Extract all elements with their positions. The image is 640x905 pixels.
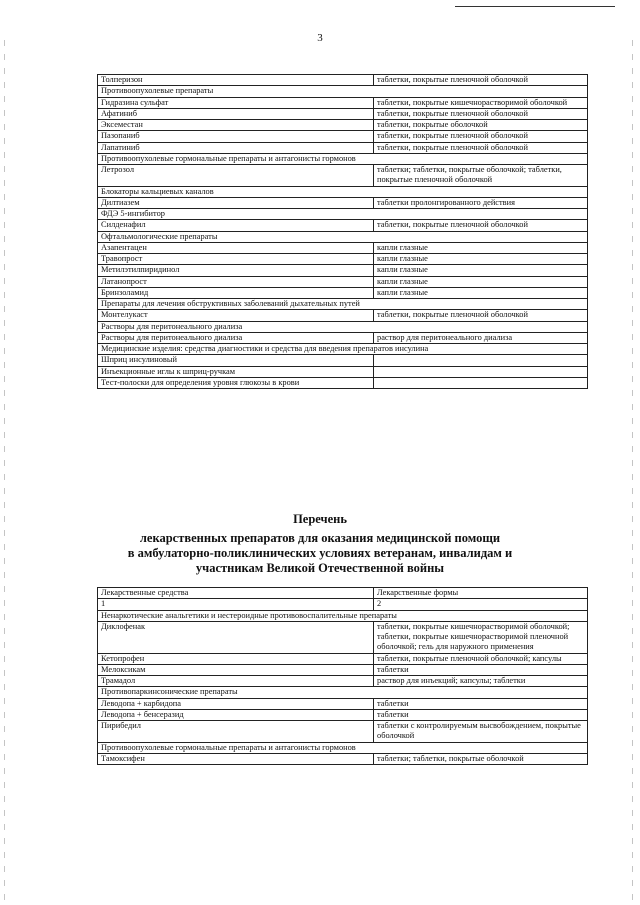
drug-name-cell: Эксеместан [98,120,374,131]
page-number: 3 [317,32,323,44]
table-row [98,588,588,599]
category-label: Медицинские изделия: средства диагностики и средства для введения препаратов инсулина [98,344,588,355]
table-row [98,721,588,743]
table-row [98,310,588,321]
scan-margin-right [632,40,633,900]
drug-name-cell: Бринзоламид [98,287,374,298]
dosage-form-cell: таблетки, покрытые пленочной оболочкой [374,75,588,86]
dosage-form-cell: таблетки; таблетки, покрытые оболочкой; таблетки, покрытые пленочной оболочкой [374,165,588,187]
table-row [98,265,588,276]
drug-name-cell: Монтелукаст [98,310,374,321]
table-row [98,698,588,709]
table-row [98,75,588,86]
table-row [98,97,588,108]
table-row [98,108,588,119]
list-subtitle-line3: участникам Великой Отечественной войны [195,560,445,575]
drug-name-cell: Инъекционные иглы к шприц-ручкам [98,366,374,377]
category-row [98,687,588,698]
list-subtitle [0,531,640,575]
drug-name-cell: Тест-полоски для определения уровня глюкозы в крови [98,377,374,388]
table-row [98,254,588,265]
drug-name-cell: Тамоксифен [98,753,374,764]
category-label: Блокаторы кальциевых каналов [98,186,588,197]
dosage-form-cell: таблетки, покрытые пленочной оболочкой; капсулы [374,653,588,664]
table-row [98,332,588,343]
category-label: Офтальмологические препараты [98,231,588,242]
dosage-form-cell: таблетки, покрытые кишечнорастворимой оболочкой [374,97,588,108]
dosage-form-cell: раствор для перитонеального диализа [374,332,588,343]
list-subtitle-line2: в амбулаторно-поликлинических условиях ветеранам, инвалидам и [127,545,513,560]
dosage-form-cell: таблетки, покрытые пленочной оболочкой [374,310,588,321]
table-row [98,653,588,664]
drug-name-cell: Азапентацен [98,242,374,253]
dosage-form-cell [374,355,588,366]
drug-name-cell: Дилтиазем [98,197,374,208]
dosage-form-cell: таблетки; таблетки, покрытые оболочкой [374,753,588,764]
dosage-form-cell: таблетки пролонгированного действия [374,197,588,208]
category-label: Противопаркинсонические препараты [98,687,588,698]
drug-name-cell: Травопрост [98,254,374,265]
dosage-form-cell: таблетки, покрытые кишечнорастворимой оболочкой; таблетки, покрытые кишечнорастворимой пленочной оболочкой; гель для наружного применения [374,621,588,653]
dosage-form-cell: таблетки, покрытые пленочной оболочкой [374,108,588,119]
dosage-form-cell: таблетки, покрытые пленочной оболочкой [374,220,588,231]
category-row [98,344,588,355]
category-row [98,153,588,164]
dosage-form-cell: капли глазные [374,265,588,276]
category-row [98,299,588,310]
dosage-form-cell: таблетки [374,698,588,709]
drug-name-cell: 1 [98,599,374,610]
category-row [98,86,588,97]
table-row [98,165,588,187]
table-row [98,287,588,298]
category-label: Препараты для лечения обструктивных заболеваний дыхательных путей [98,299,588,310]
table-row [98,709,588,720]
category-label: Растворы для перитонеального диализа [98,321,588,332]
drug-name-cell: Афатиниб [98,108,374,119]
table-row [98,366,588,377]
drug-name-cell: Диклофенак [98,621,374,653]
dosage-form-cell: таблетки [374,709,588,720]
drug-name-cell: Гидразина сульфат [98,97,374,108]
drug-name-cell: Леводопа + бенсеразид [98,709,374,720]
scan-margin-left [4,40,5,900]
drug-name-cell: Мелоксикам [98,664,374,675]
category-label: Противоопухолевые гормональные препараты и антагонисты гормонов [98,742,588,753]
drug-name-cell: Шприц инсулиновый [98,355,374,366]
dosage-form-cell: таблетки с контролируемым высвобождением, покрытые оболочкой [374,721,588,743]
drug-name-cell: Летрозол [98,165,374,187]
table-row [98,242,588,253]
dosage-form-cell: капли глазные [374,287,588,298]
category-row [98,742,588,753]
drug-name-cell: Лекарственные средства [98,588,374,599]
table-row [98,621,588,653]
dosage-form-cell: капли глазные [374,276,588,287]
drug-name-cell: Кетопрофен [98,653,374,664]
dosage-form-cell: таблетки, покрытые оболочкой [374,120,588,131]
drug-name-cell: Пазопаниб [98,131,374,142]
dosage-form-cell: таблетки [374,664,588,675]
list-subtitle-line1: лекарственных препаратов для оказания медицинской помощи [139,531,501,545]
category-row [98,231,588,242]
drug-name-cell: Толперизон [98,75,374,86]
table-row [98,276,588,287]
category-label: ФДЭ 5-ингибитор [98,209,588,220]
category-row [98,209,588,220]
drug-name-cell: Силденафил [98,220,374,231]
category-row [98,610,588,621]
dosage-form-cell: капли глазные [374,254,588,265]
table-row [98,355,588,366]
dosage-form-cell: таблетки, покрытые пленочной оболочкой [374,131,588,142]
category-row [98,321,588,332]
table-row [98,220,588,231]
top-rule [455,6,615,7]
drug-name-cell: Пирибедил [98,721,374,743]
dosage-form-cell [374,377,588,388]
table-row [98,676,588,687]
drug-name-cell: Трамадол [98,676,374,687]
dosage-form-cell: Лекарственные формы [374,588,588,599]
category-row [98,186,588,197]
category-label: Ненаркотические анальгетики и нестероидные противовоспалительные препараты [98,610,588,621]
table-row [98,142,588,153]
list-title: Перечень [293,512,347,526]
dosage-form-cell: капли глазные [374,242,588,253]
drug-name-cell: Лапатиниб [98,142,374,153]
dosage-form-cell: таблетки, покрытые пленочной оболочкой [374,142,588,153]
dosage-form-cell [374,366,588,377]
table-row [98,120,588,131]
drug-name-cell: Леводопа + карбидопа [98,698,374,709]
medication-table-1 [97,74,588,389]
table-row [98,753,588,764]
medication-table-2 [97,587,588,765]
category-label: Противоопухолевые гормональные препараты и антагонисты гормонов [98,153,588,164]
table-row [98,197,588,208]
table-row [98,131,588,142]
table-row [98,599,588,610]
category-label: Противоопухолевые препараты [98,86,588,97]
table-row [98,664,588,675]
drug-name-cell: Метилэтилпиридинол [98,265,374,276]
drug-name-cell: Растворы для перитонеального диализа [98,332,374,343]
dosage-form-cell: раствор для инъекций; капсулы; таблетки [374,676,588,687]
drug-name-cell: Латанопрост [98,276,374,287]
dosage-form-cell: 2 [374,599,588,610]
table-row [98,377,588,388]
